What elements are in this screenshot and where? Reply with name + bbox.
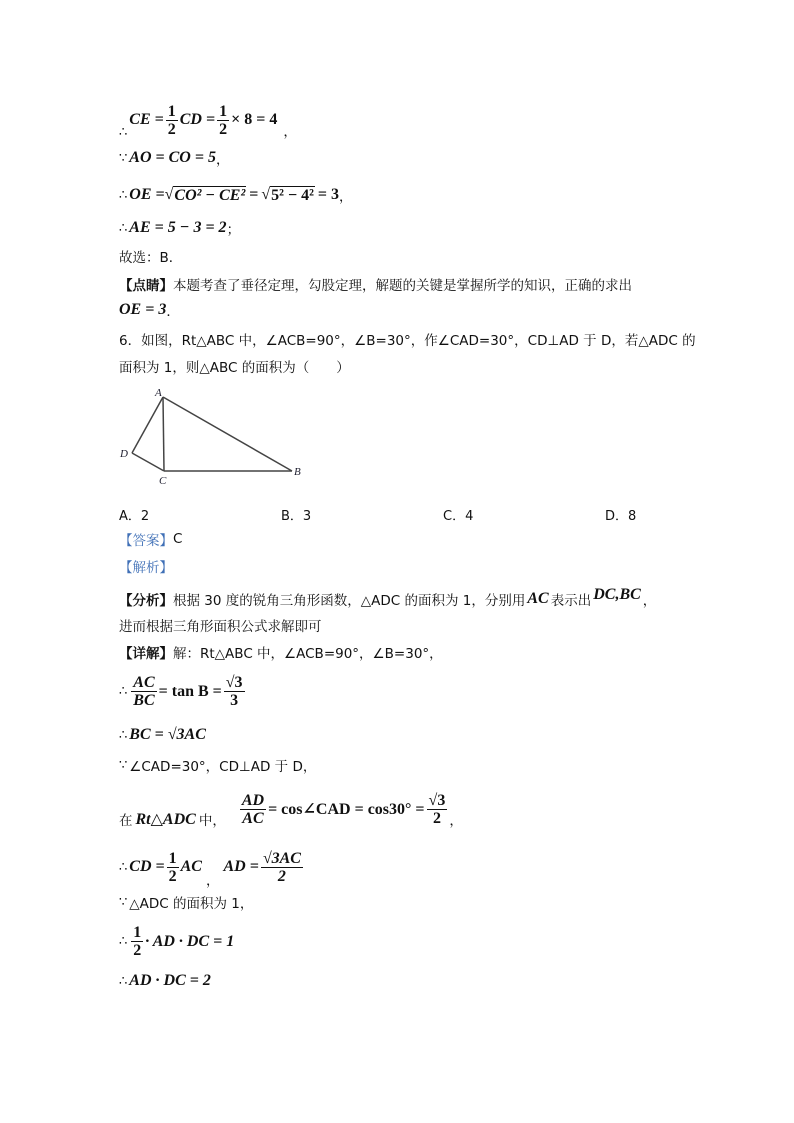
step-ce: ∴ CE = $\frac{1}{2}$ CD = $\frac{1}{2}$ × 8 = 4 ， <box>119 102 297 140</box>
segment-ad <box>132 397 163 453</box>
question-6-line2: 面积为 1，则△ABC 的面积为（ ） <box>119 360 350 376</box>
segment-dc <box>132 453 164 471</box>
dianjing-paragraph: 【点睛】 本题考查了垂径定理，勾股定理，解题的关键是掌握所学的知识，正确的求出 <box>119 278 632 294</box>
label-c: C <box>159 475 167 487</box>
fraction: $\frac{1}{2}$ <box>167 102 176 138</box>
option-b[interactable]: B．3 <box>281 509 312 524</box>
step-oe: ∴ OE = √ CO² − CE² = √ 5² − 4² = 3 ， <box>119 186 353 205</box>
step-cos: 在 Rt△ADC 中， $\frac{AD}{AC}$ = cos∠CAD = cos30° = $\frac{√3}{2}$ ， <box>119 791 463 829</box>
fenxi-line1: 【分析】 根据 30 度的锐角三角形函数，△ADC 的面积为 1，分别用 AC 表示出 DC,BC ， <box>119 586 657 609</box>
choose-text: 故选：B． <box>119 250 183 266</box>
jiexi-heading: 【解析】 <box>119 560 173 576</box>
step-product: ∴ AD · DC = 2 <box>119 972 211 989</box>
xiangjie-line: 【详解】 解：Rt△ABC 中，∠ACB=90°，∠B=30°， <box>119 646 443 662</box>
question-6-line1: 6．如图，Rt△ABC 中，∠ACB=90°，∠B=30°，作∠CAD=30°，CD⊥AD 于 D，若△ADC 的 <box>119 333 696 349</box>
label-d: D <box>120 448 128 460</box>
segment-ab <box>163 397 292 471</box>
label-b: B <box>294 466 301 478</box>
fraction: $\frac{AD}{AC}$ <box>241 791 265 827</box>
step-cd-ad: ∴ CD = $\frac{1}{2}$ AC ， AD = $\frac{√3AC}{2}$ <box>119 849 301 889</box>
step-ae: ∴ AE = 5 − 3 = 2 ； <box>119 219 241 238</box>
fraction: $\frac{1}{2}$ <box>168 849 177 885</box>
step-cad: ∵ ∠CAD=30°，CD⊥AD 于 D， <box>119 757 317 775</box>
fraction: $\frac{1}{2}$ <box>219 102 228 138</box>
answer-line: 【答案】 C <box>119 531 183 549</box>
step-tanb: ∴ $\frac{AC}{BC}$ = tan B = $\frac{√3}{3}$ <box>119 674 243 709</box>
fraction: $\frac{√3}{3}$ <box>225 674 243 709</box>
step-bc: ∴ BC = √3AC <box>119 726 206 743</box>
option-a[interactable]: A．2 <box>119 509 150 524</box>
step-area: ∵ △ADC 的面积为 1， <box>119 894 254 912</box>
dianjing-formula: OE = 3 ． <box>119 301 180 320</box>
label-a: A <box>155 387 162 399</box>
fenxi-line2: 进而根据三角形面积公式求解即可 <box>119 619 322 635</box>
segment-ac <box>163 397 164 471</box>
step-half-product: ∴ $\frac{1}{2}$ · AD · DC = 1 <box>119 924 235 959</box>
fraction: $\frac{√3}{2}$ <box>428 791 446 827</box>
fraction: $\frac{√3AC}{2}$ <box>262 849 301 885</box>
fraction: $\frac{AC}{BC}$ <box>133 674 155 709</box>
fraction: $\frac{1}{2}$ <box>133 924 142 959</box>
option-c[interactable]: C．4 <box>443 509 474 524</box>
option-d[interactable]: D．8 <box>605 509 637 524</box>
step-ao: ∵ AO = CO = 5 ， <box>119 149 230 168</box>
triangle-figure <box>110 380 330 490</box>
